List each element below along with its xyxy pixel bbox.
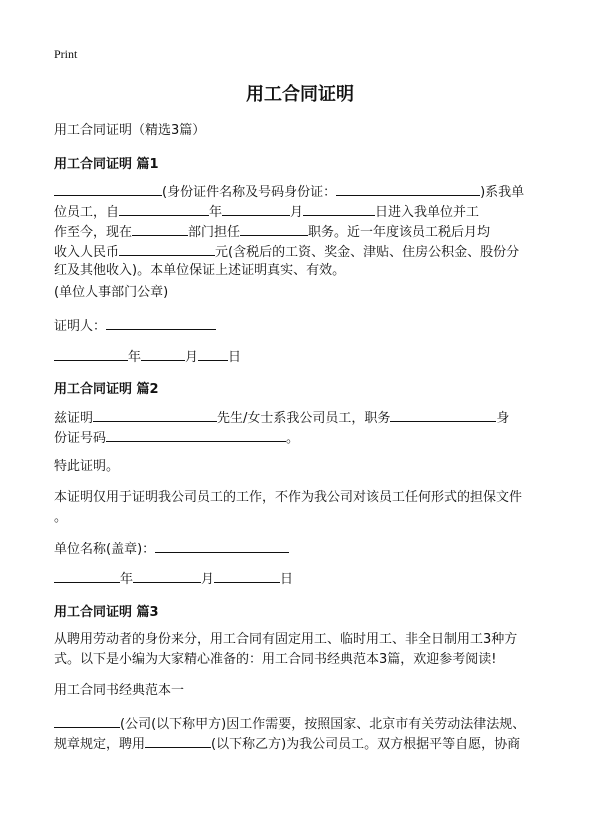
blank-line — [119, 241, 215, 256]
section-1-witness: 证明人： — [54, 315, 216, 337]
blank-line — [222, 201, 290, 216]
blank-line — [390, 407, 496, 422]
blank-line — [336, 181, 480, 196]
blank-line — [132, 221, 188, 236]
blank-line — [106, 427, 286, 442]
blank-line — [303, 201, 375, 216]
section-3-sample-title: 用工合同书经典范本一 — [54, 683, 185, 698]
section-3-intro: 从聘用劳动者的身份来分，用工合同有固定用工、临时用工、非全日制用工3种方 式。以下是小编为大家精心准备的：用工合同书经典范本3篇，欢迎参考阅读! — [54, 632, 518, 667]
blank-line — [240, 221, 308, 236]
section-2-note: 本证明仅用于证明我公司员工的工作，不作为我公司对该员工任何形式的担保文件 。 — [54, 490, 523, 525]
section-2-unit: 单位名称(盖章)： — [54, 538, 289, 560]
blank-line — [54, 568, 120, 583]
section-1-date: 年 月 日 — [54, 346, 241, 368]
blank-line — [106, 315, 216, 330]
blank-line — [141, 346, 185, 361]
blank-line — [198, 346, 228, 361]
print-link[interactable]: Print — [54, 47, 78, 61]
blank-line — [155, 538, 289, 553]
section-2-special: 特此证明。 — [54, 459, 120, 474]
section-1-seal: (单位人事部门公章) — [54, 285, 169, 300]
section-3-body: (公司(以下称甲方)因工作需要，按照国家、北京市有关劳动法律法规、 规章规定，聘用 (以下称乙方)为我公司员工。双方根据平等自愿，协商 — [54, 713, 525, 753]
blank-line — [145, 733, 211, 748]
blank-line — [54, 181, 162, 196]
document-subtitle: 用工合同证明（精选3篇） — [54, 123, 206, 138]
blank-line — [133, 568, 201, 583]
section-2-heading: 用工合同证明 篇2 — [54, 382, 159, 397]
section-1-body: (身份证件名称及号码身份证： )系我单 位员工，自 年 月 日进入我单位并工 作至今，现在 部门担任 职务。近一年度该员工税后月均 收入人民币 元(含税后的工资、奖金、津贴、住房公积金、股份分 红及其他收入)。本单位保证上述证明真实、有效。 — [54, 181, 524, 281]
blank-line — [93, 407, 217, 422]
blank-line — [54, 713, 120, 728]
section-1-heading: 用工合同证明 篇1 — [54, 157, 159, 172]
section-2-body: 兹证明 先生/女士系我公司员工，职务 身 份证号码 。 — [54, 407, 509, 447]
section-2-date: 年 月 日 — [54, 568, 293, 590]
blank-line — [119, 201, 209, 216]
blank-line — [54, 346, 128, 361]
section-3-heading: 用工合同证明 篇3 — [54, 605, 159, 620]
blank-line — [214, 568, 280, 583]
document-title: 用工合同证明 — [246, 84, 354, 105]
